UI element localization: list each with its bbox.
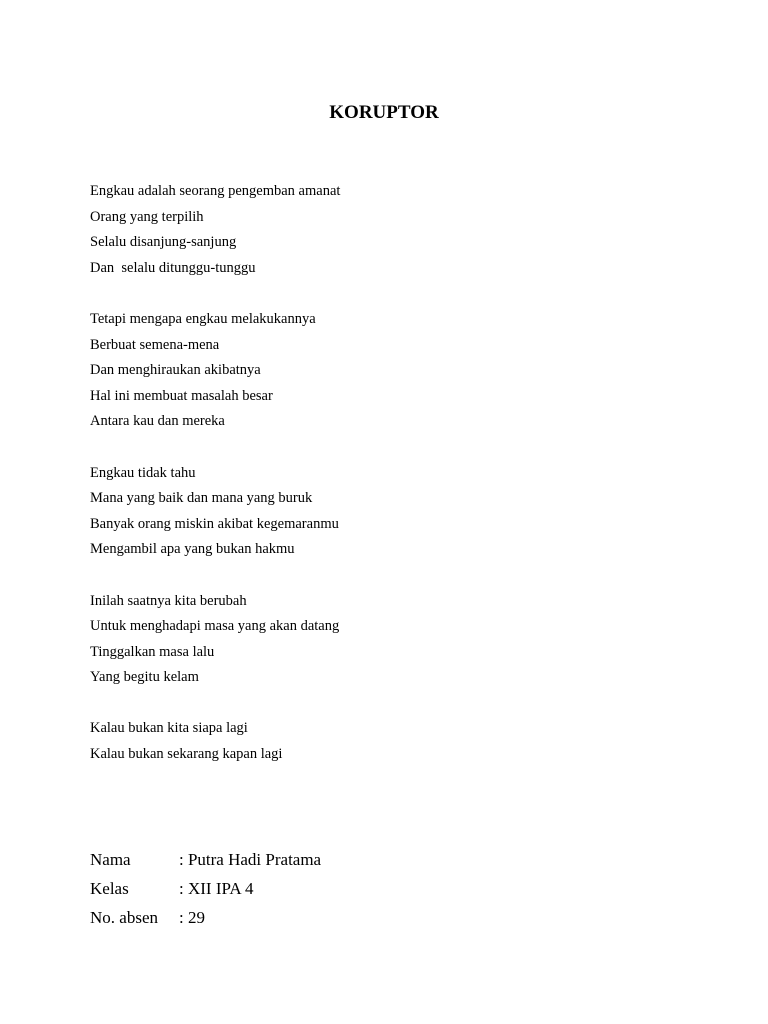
poem-line: Dan selalu ditunggu-tunggu (90, 259, 256, 276)
poem-line: Mengambil apa yang bukan hakmu (90, 541, 295, 558)
info-value: : Putra Hadi Pratama (179, 850, 322, 869)
poem-line: Engkau tidak tahu (90, 464, 196, 481)
info-value: : 29 (179, 908, 205, 927)
stanza (90, 589, 690, 691)
poem-line: Mana yang baik dan mana yang buruk (90, 490, 313, 507)
author-info (90, 845, 321, 932)
info-label: Kelas (90, 879, 129, 898)
stanza (90, 461, 690, 563)
poem-line: Selalu disanjung-sanjung (90, 234, 237, 251)
info-value: : XII IPA 4 (179, 879, 254, 898)
info-row-name (90, 845, 321, 874)
poem-line: Tinggalkan masa lalu (90, 643, 215, 660)
poem-line: Engkau adalah seorang pengemban amanat (90, 183, 341, 199)
poem-line: Orang yang terpilih (90, 208, 204, 225)
stanza (90, 179, 690, 281)
info-label: No. absen (90, 908, 158, 927)
poem-line: Berbuat semena-mena (90, 336, 220, 353)
poem-line: Kalau bukan sekarang kapan lagi (90, 746, 283, 763)
info-label: Nama (90, 850, 131, 869)
poem-line: Tetapi mengapa engkau melakukannya (90, 310, 316, 327)
poem-line: Untuk menghadapi masa yang akan datang (90, 618, 340, 635)
poem-line: Antara kau dan mereka (90, 413, 225, 430)
poem-line: Kalau bukan kita siapa lagi (90, 720, 248, 737)
stanza (90, 307, 690, 435)
poem-line: Banyak orang miskin akibat kegemaranmu (90, 515, 339, 532)
stanza (90, 716, 690, 767)
poem-line: Dan menghiraukan akibatnya (90, 362, 261, 379)
info-row-class (90, 874, 321, 903)
poem-line: Yang begitu kelam (90, 669, 199, 686)
poem-line: Hal ini membuat masalah besar (90, 387, 273, 404)
poem-body (90, 179, 690, 793)
poem-title: KORUPTOR (329, 102, 439, 123)
poem-line: Inilah saatnya kita berubah (90, 592, 247, 609)
info-row-absence-number (90, 903, 321, 932)
